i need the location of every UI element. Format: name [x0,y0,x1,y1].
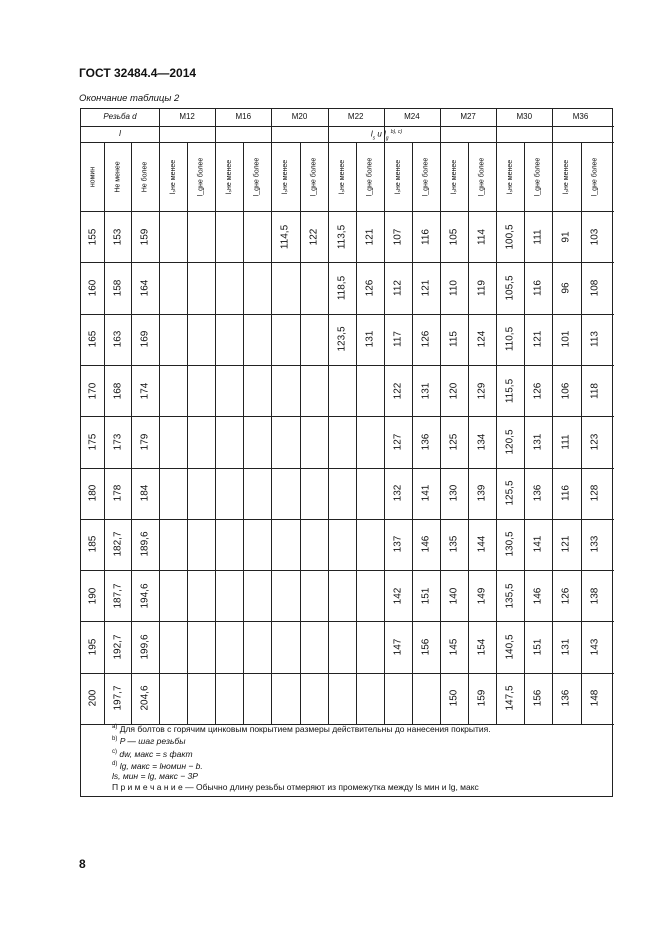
column-divider-line [581,142,582,724]
row-divider-line [81,365,614,366]
column-divider-line [496,109,497,724]
thread-size-m16: M16 [235,112,252,121]
column-divider-line [440,109,441,724]
column-divider-line [187,142,188,724]
column-divider-line [243,142,244,724]
row-divider-line [81,621,614,622]
column-divider-line [328,109,329,724]
thread-size-m22: M22 [347,112,364,121]
document-title: ГОСТ 32484.4—2014 [79,66,197,80]
thread-size-m30: M30 [516,112,533,121]
row-divider-line [81,262,614,263]
footnote-b: $^{b)}$ P — шаг резьбы [112,736,186,747]
column-divider-line [104,142,105,724]
header-bottom-line [81,211,614,212]
row-divider-line [81,468,614,469]
column-divider-line [356,142,357,724]
thread-header-label: Резьба d [103,112,137,121]
footnote-c: $^{c)}$ dw, макс = s факт [112,748,193,759]
table-caption: Окончание таблицы 2 [79,93,180,104]
thread-size-m12: M12 [179,112,195,121]
dimensions-table: Резьба d M12 M16 M20 M22 M24 M27 M30 M36 l $l_s$ и $l_g$ $^{b), c)}$ номин Не менее Не более lₛне менее l_gне более lₛне менее l_gне более lₛне менее l_gне более lₛне менее l_gне более lₛне менее l_gне более lₛне менее l_gне более lₛне менее l_gне более lₛне менее l_gне более 155 153 159 114,5 122 113,5 121 107 116 105 114 100,5 111 91 103 160 158 164 118,5 126 112 121 110 119 105,5 116 96 108 165 163 169 123,5 131 117 126 115 124 110,5 121 101 113 170 168 174 122 131 120 129 115,5 126 106 118 175 173 179 127 136 125 134 120,5 131 111 123 180 178 184 132 141 130 139 125,5 136 116 128 185 182,7 189,6 137 146 135 144 130,5 141 121 133 190 187,7 194,6 142 151 140 149 135,5 146 126 138 195 192,7 199,6 147 156 145 154 140,5 151 131 143 200 197,7 204,6 150 159 147,5 156 136 148 [80,108,613,797]
column-divider-line [524,142,525,724]
page-number: 8 [79,857,86,871]
column-divider-line [159,109,160,724]
column-divider-line [552,109,553,724]
column-divider-line [384,109,385,724]
footnote-a: $^{a)}$ Для болтов с горячим цинковым покрытием размеры действительны до нанесения покрытия. [112,723,491,734]
footnote-d: $^{d)}$ lg, макс = lномин − b. [112,760,203,771]
table-footnotes [112,722,491,792]
column-divider-line [215,109,216,724]
column-divider-line [412,142,413,724]
header-divider-line [81,126,614,127]
ls-lg-header-label: $l_s$ и $l_g$ $^{b), c)}$ [370,129,403,142]
thread-size-m27: M27 [460,112,476,121]
thread-size-m36: M36 [572,112,589,121]
row-divider-line [81,570,614,571]
thread-size-m20: M20 [291,112,308,121]
column-divider-line [300,142,301,724]
column-divider-line [271,109,272,724]
thread-size-m24: M24 [404,112,420,121]
row-divider-line [81,314,614,315]
subheader-divider-line [81,142,614,143]
length-header-label: l [119,129,121,138]
column-divider-line [468,142,469,724]
column-divider-line [131,142,132,724]
row-divider-line [81,673,614,674]
row-divider-line [81,519,614,520]
row-divider-line [81,416,614,417]
footnote-e: ls, мин = lg, макс − 3P [112,771,198,782]
remark: П р и м е ч а н и е — Обычно длину резьбы отмеряют из промежутка между ls мин и lg, макс [112,781,479,792]
